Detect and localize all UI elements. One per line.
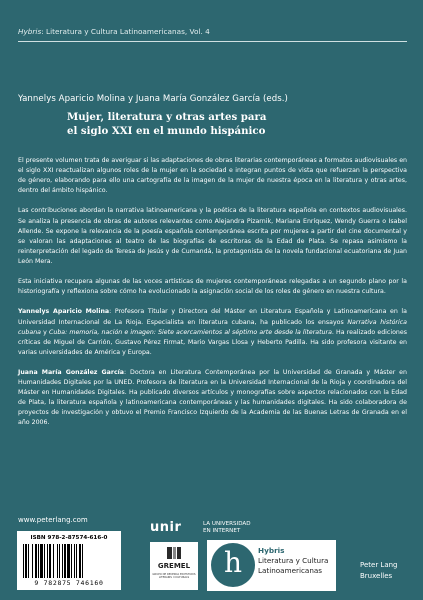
bio-text: : Profesora Titular y Directora del Máster en Literatura Española y Latinoamericana en la Universidad Internacional de La Rioja. Especialista en literatura cubana, ha publicado los ensayos bbox=[18, 308, 407, 326]
header-rule bbox=[18, 41, 407, 42]
publisher-name: Peter Lang bbox=[360, 561, 398, 569]
barcode bbox=[17, 531, 121, 590]
hybris-subtitle-2: Latinoamericanas bbox=[258, 566, 323, 575]
unir-wordmark: unir bbox=[150, 520, 182, 535]
unir-logo bbox=[150, 519, 270, 539]
hybris-subtitle bbox=[258, 556, 336, 576]
editor-bio-1 bbox=[18, 307, 407, 357]
gremel-subtitle: GRUPO DE RECERCA EN ESTUDIS LITERARIS I CULTURALS bbox=[152, 573, 196, 580]
title-line-2: el siglo XXI en el mundo hispánico bbox=[67, 124, 266, 137]
blurb bbox=[18, 156, 407, 439]
blurb-paragraph-2: Las contribuciones abordan la narrativa latinoamericana y la poética de la literatura española en contextos audiovisuales. Se analiza la presencia de obras de autores relevantes como Alejandra Pizarnik, Mariana Enríquez, Wendy Guerra o Isabel Allende. Se expone la relevancia de la poesía española contemporánea escrita por mujeres a partir del cine documental y se valoran las adaptaciones al teatro de las biografías de escritoras de la Edad de Plata. Se repasa asimismo la reinterpretación del legado de Teresa de Jesús y de Cumandá, la protagonista de la novela fundacional ecuatoriana de Juan León Mera. bbox=[18, 207, 407, 265]
hybris-series-logo bbox=[207, 540, 336, 591]
barcode-bars bbox=[23, 544, 115, 578]
unir-tagline bbox=[203, 521, 271, 535]
hybris-emblem-icon bbox=[211, 543, 255, 587]
series-name: Hybris bbox=[18, 27, 42, 36]
publisher-url[interactable]: www.peterlang.com bbox=[18, 516, 88, 524]
publisher-city: Bruxelles bbox=[360, 571, 393, 580]
barcode-number: 9 782875 746160 bbox=[34, 579, 104, 587]
unir-tagline-1: LA UNIVERSIDAD bbox=[203, 521, 251, 527]
series-subtitle: : Literatura y Cultura Latinoamericanas, Vol. 4 bbox=[41, 27, 210, 36]
gremel-mark-icon bbox=[166, 545, 182, 561]
bio-book-title: Cuba: memoria, nación e imagen: Siete acercamientos al séptimo arte desde la literatura bbox=[49, 328, 332, 336]
blurb-paragraph-3: Esta iniciativa recupera algunas de las voces artísticas de mujeres contemporáneas relegadas a un segundo plano por la historiografía y reflexiona sobre cómo ha evolucionado la asignación social de los roles de género en nuestra cultura. bbox=[18, 278, 407, 296]
bio-text: y bbox=[41, 328, 49, 336]
editor-bio-2 bbox=[18, 368, 407, 429]
hybris-title: Hybris bbox=[258, 546, 285, 555]
gremel-name: GREMEL bbox=[157, 562, 191, 570]
bio-text: : Doctora en Literatura Contemporánea por la Universidad de Granada y Máster en Humanidades Digitales por la UNED. Profesora de literatura en la Universidad Internacional de la Rioja y coordinadora del Máster en Humanidades Digitales. Ha publicado diversos artículos y monografías sobre aspectos relacionados con la Edad de Plata, la literatura española y latinoamericana contemporáneas y las humanidades digitales. Ha sido colaboradora de proyectos de investigación y obtuvo el Premio Francisco Izquierdo de la Academia de las Buenas Letras de Granada en el año 2006. bbox=[18, 368, 407, 427]
hybris-letter: h bbox=[223, 546, 243, 579]
editor-name-2: Juana María González García bbox=[18, 368, 125, 376]
isbn: ISBN 978-2-87574-616-0 bbox=[30, 535, 108, 541]
bio-book-title: Narrativa histórica cubana bbox=[18, 318, 408, 336]
title-line-1: Mujer, literatura y otras artes para bbox=[67, 111, 267, 123]
bio-text: . Ha realizado ediciones críticas de Miguel de Carrión, Gustavo Pérez Firmat, Mario Vargas Llosa y Heberto Padilla. Ha sido profesora visitante en varias universidades de América y Europa. bbox=[18, 328, 407, 356]
book-title bbox=[67, 111, 407, 138]
hybris-subtitle-1: Literatura y Cultura bbox=[258, 556, 329, 565]
editors: Yannelys Aparicio Molina y Juana María González García (eds.) bbox=[18, 94, 288, 104]
gremel-logo bbox=[150, 542, 198, 590]
publisher-imprint bbox=[360, 560, 420, 581]
series-title bbox=[18, 27, 408, 36]
unir-tagline-2: EN INTERNET bbox=[203, 528, 241, 534]
blurb-paragraph-1: El presente volumen trata de averiguar si las adaptaciones de obras literarias contemporáneas a formatos audiovisuales en el siglo XXI reactualizan algunos roles de la mujer en la sociedad e integran puntos de vista que refuerzan la perspectiva de género, elaborando para ello una cartografía de la imagen de la mujer de nuestra época en la literatura y otras artes, dentro del ámbito hispánico. bbox=[18, 157, 407, 195]
editor-name-1: Yannelys Aparicio Molina bbox=[18, 308, 110, 316]
